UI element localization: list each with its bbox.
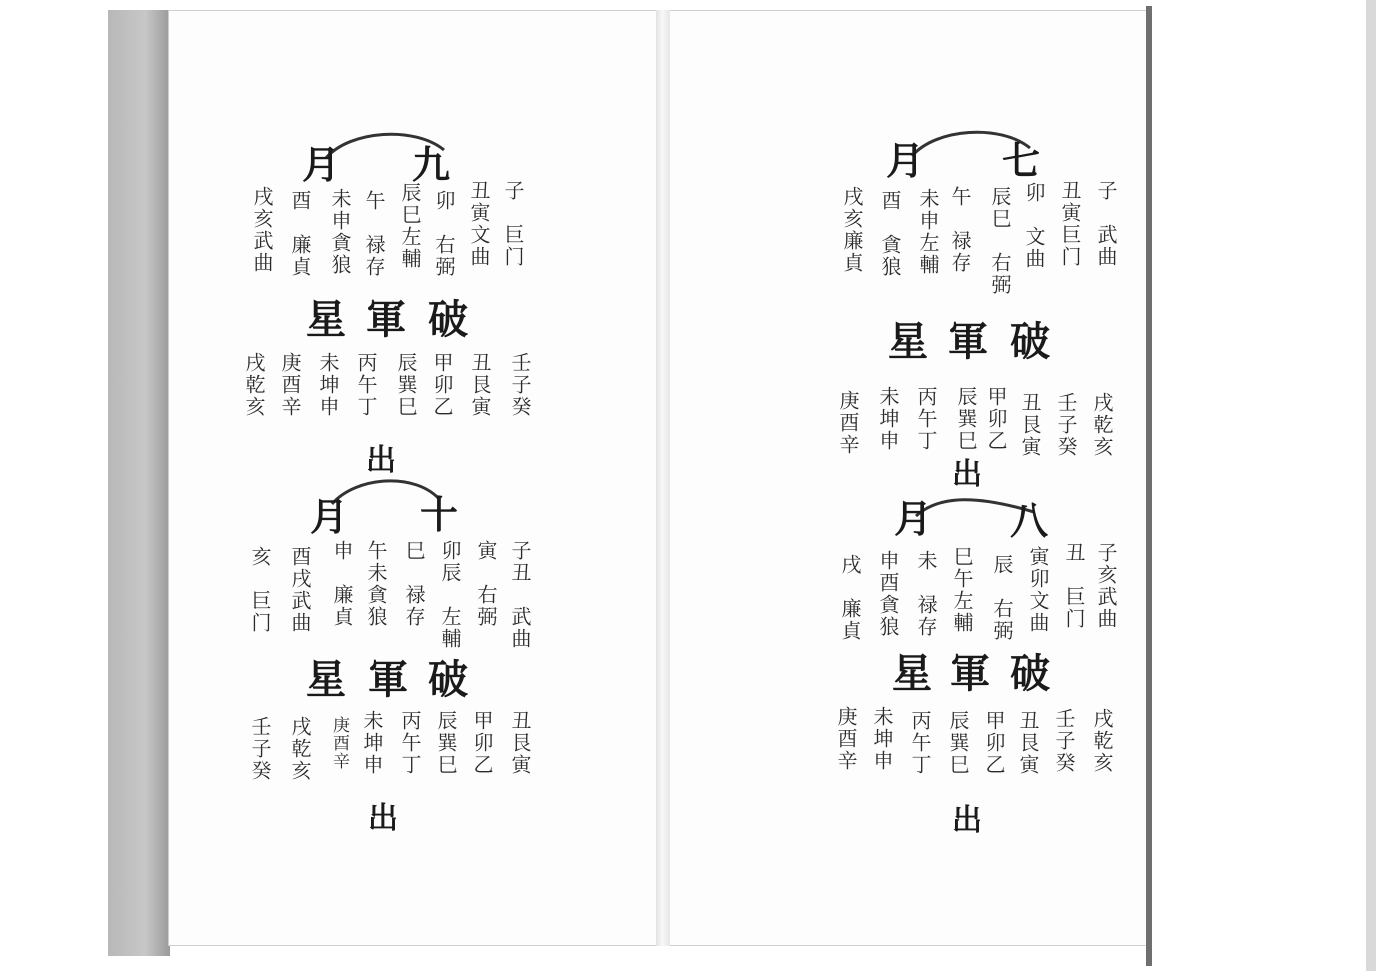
- trigram-column: 丑艮寅: [1018, 392, 1042, 458]
- trigram-column: 丙午丁: [398, 710, 422, 776]
- title-char-xing: 星: [892, 650, 932, 697]
- trigram-column: 未坤申: [876, 386, 900, 452]
- trigram-column: 未坤申: [870, 706, 894, 772]
- branch-column: 午 禄存: [948, 186, 972, 274]
- scanner-edge-right: [1366, 0, 1376, 971]
- branch-column: 巳 禄存: [402, 540, 426, 628]
- title-char-jun: 軍: [366, 296, 406, 343]
- trigram-column: 丙午丁: [354, 352, 378, 418]
- trigram-column: 戌乾亥: [242, 352, 266, 418]
- trigram-column: 庚酉辛: [329, 716, 349, 770]
- branch-column: 丑寅巨门: [1058, 180, 1082, 268]
- title-char-po: 破: [1010, 650, 1050, 697]
- branch-column: 辰 右弼: [990, 554, 1014, 642]
- branch-column: 子亥武曲: [1094, 542, 1118, 630]
- trigram-column: 辰巽巳: [434, 710, 458, 776]
- out-char: 出: [366, 443, 396, 478]
- trigram-column: 戌乾亥: [288, 716, 312, 782]
- branch-column: 寅 右弼: [474, 540, 498, 628]
- month-number: 八: [1010, 498, 1049, 543]
- scanner-shadow-left: [108, 10, 170, 956]
- trigram-column: 甲卯乙: [982, 710, 1006, 776]
- trigram-column: 壬子癸: [248, 716, 272, 782]
- branch-column: 子 武曲: [1094, 180, 1118, 268]
- trigram-column: 庚酉辛: [278, 352, 302, 418]
- month-label: 月: [302, 142, 341, 187]
- branch-column: 未 禄存: [914, 550, 938, 638]
- branch-column: 午 禄存: [362, 190, 386, 278]
- branch-column: 亥 巨门: [248, 546, 272, 634]
- trigram-column: 丙午丁: [908, 710, 932, 776]
- trigram-column: 未坤申: [360, 710, 384, 776]
- month-label: 月: [886, 138, 925, 183]
- branch-column: 子 巨门: [501, 180, 525, 268]
- branch-column: 寅卯文曲: [1026, 546, 1050, 634]
- branch-column: 申酉貪狼: [876, 550, 900, 638]
- branch-column: 辰巳 右弼: [988, 186, 1012, 296]
- branch-column: 卯 右弼: [432, 190, 456, 278]
- trigram-column: 壬子癸: [508, 352, 532, 418]
- trigram-column: 未坤申: [316, 352, 340, 418]
- trigram-column: 壬子癸: [1052, 708, 1076, 774]
- title-char-po: 破: [428, 296, 468, 343]
- branch-column: 未申左輔: [916, 188, 940, 276]
- branch-column: 巳午左輔: [950, 546, 974, 634]
- title-char-po: 破: [1010, 318, 1050, 365]
- branch-column: 卯 文曲: [1022, 182, 1046, 270]
- trigram-column: 辰巽巳: [954, 386, 978, 452]
- out-char: 出: [952, 803, 982, 838]
- branch-column: 戌亥武曲: [250, 186, 274, 274]
- branch-column: 子丑 武曲: [508, 540, 532, 650]
- title-char-po: 破: [428, 656, 468, 703]
- trigram-column: 辰巽巳: [394, 352, 418, 418]
- trigram-column: 丑艮寅: [508, 710, 532, 776]
- title-char-xing: 星: [888, 318, 928, 365]
- branch-column: 酉戌武曲: [288, 546, 312, 634]
- month-label: 月: [894, 496, 933, 541]
- branch-column: 丑寅文曲: [467, 180, 491, 268]
- trigram-column: 戌乾亥: [1090, 708, 1114, 774]
- branch-column: 午未貪狼: [364, 540, 388, 628]
- branch-column: 申 廉貞: [330, 540, 354, 628]
- trigram-column: 甲卯乙: [984, 386, 1008, 452]
- trigram-column: 丙午丁: [914, 386, 938, 452]
- trigram-column: 庚酉辛: [836, 390, 860, 456]
- branch-column: 戌 廉貞: [838, 554, 862, 642]
- branch-column: 酉 貪狼: [878, 190, 902, 278]
- branch-column: 丑 巨门: [1062, 542, 1086, 630]
- out-char: 出: [952, 457, 982, 492]
- trigram-column: 庚酉辛: [834, 706, 858, 772]
- title-char-xing: 星: [306, 656, 346, 703]
- out-char: 出: [368, 801, 398, 836]
- trigram-column: 丑艮寅: [1016, 710, 1040, 776]
- trigram-column: 戌乾亥: [1090, 392, 1114, 458]
- month-number: 九: [412, 142, 451, 187]
- trigram-column: 丑艮寅: [468, 352, 492, 418]
- book-gutter: [656, 10, 670, 946]
- title-char-jun: 軍: [368, 656, 408, 703]
- trigram-column: 辰巽巳: [946, 710, 970, 776]
- month-number: 十: [420, 492, 459, 537]
- trigram-column: 甲卯乙: [470, 710, 494, 776]
- scanner-shadow-right: [1146, 6, 1152, 966]
- branch-column: 卯辰 左輔: [438, 540, 462, 650]
- branch-column: 戌亥廉貞: [840, 186, 864, 274]
- month-label: 月: [310, 494, 349, 539]
- trigram-column: 甲卯乙: [430, 352, 454, 418]
- month-number: 七: [1002, 138, 1041, 183]
- title-char-jun: 軍: [950, 650, 990, 697]
- title-char-jun: 軍: [948, 318, 988, 365]
- branch-column: 辰巳左輔: [398, 182, 422, 270]
- title-char-xing: 星: [306, 296, 346, 343]
- branch-column: 酉 廉貞: [288, 190, 312, 278]
- trigram-column: 壬子癸: [1054, 392, 1078, 458]
- branch-column: 未申貪狼: [328, 188, 352, 276]
